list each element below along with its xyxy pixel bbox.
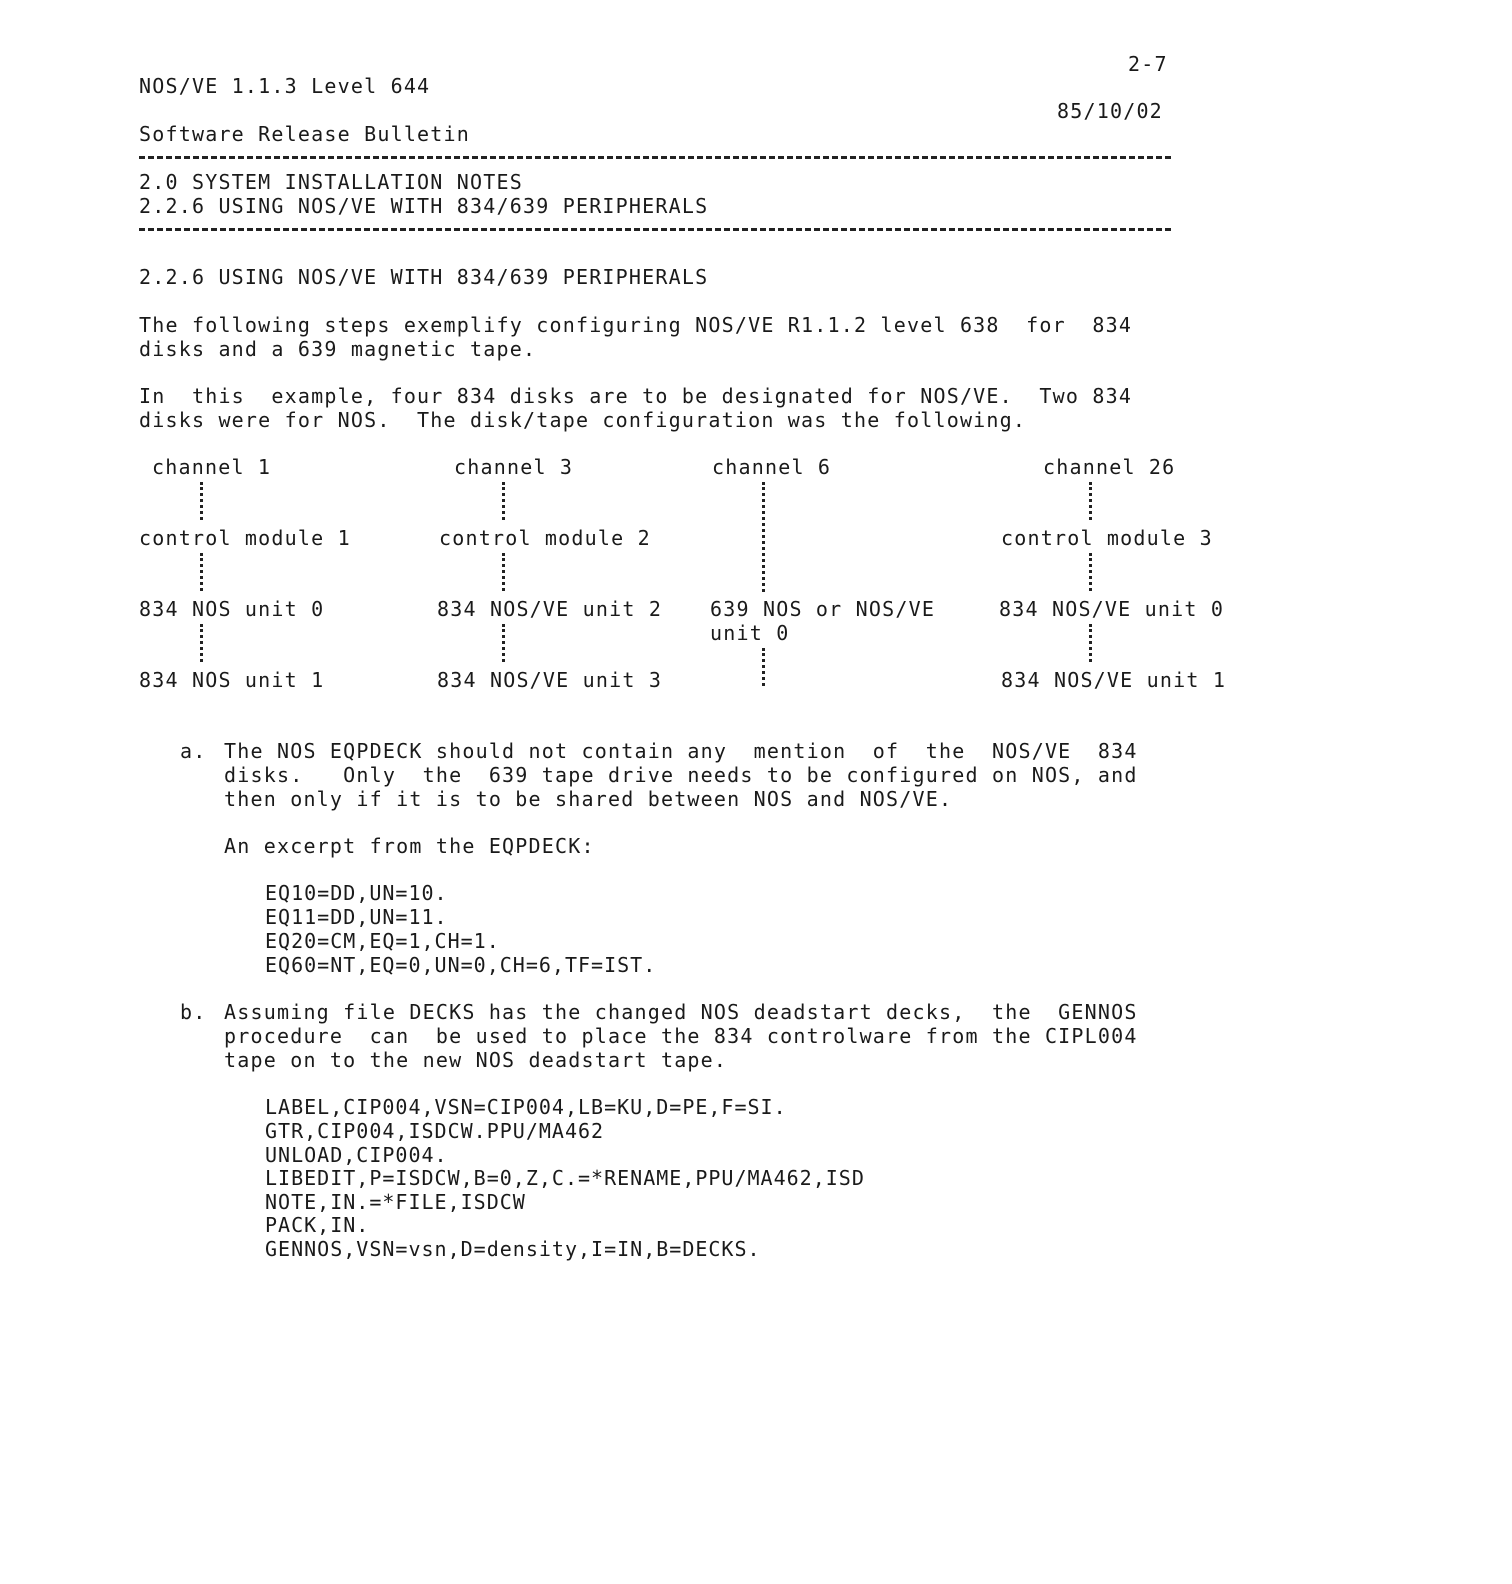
code-line: EQ20=CM,EQ=1,CH=1. — [265, 929, 500, 953]
disk-unit-label: 834 NOS/VE unit 3 — [437, 668, 663, 692]
excerpt-intro: An excerpt from the EQPDECK: — [224, 834, 595, 858]
control-module-3: control module 3 — [1001, 526, 1213, 550]
channel-6-label: channel 6 — [712, 455, 832, 479]
channel-3-label: channel 3 — [454, 455, 574, 479]
connector-line — [1089, 553, 1092, 591]
list-marker-b: b. — [180, 1000, 207, 1024]
code-line: LIBEDIT,P=ISDCW,B=0,Z,C.=*RENAME,PPU/MA462,ISD — [265, 1166, 865, 1190]
code-line: GENNOS,VSN=vsn,D=density,I=IN,B=DECKS. — [265, 1237, 761, 1261]
section-heading-1: 2.0 SYSTEM INSTALLATION NOTES — [139, 170, 523, 194]
example-paragraph-line: In this example, four 834 disks are to be designated for NOS/VE. Two 834 — [139, 384, 1133, 408]
intro-paragraph-line: disks and a 639 magnetic tape. — [139, 337, 537, 361]
release-date: 85/10/02 — [1057, 99, 1163, 123]
code-line: UNLOAD,CIP004. — [265, 1143, 448, 1167]
code-line: NOTE,IN.=*FILE,ISDCW — [265, 1190, 526, 1214]
page-number: 2-7 — [1128, 52, 1168, 76]
product-version: NOS/VE 1.1.3 Level 644 — [139, 74, 431, 98]
channel-26-label: channel 26 — [1043, 455, 1176, 479]
tape-unit-label: 639 NOS or NOS/VE — [710, 597, 936, 621]
connector-line — [502, 624, 505, 662]
example-paragraph-line: disks were for NOS. The disk/tape configuration was the following. — [139, 408, 1027, 432]
code-line: EQ60=NT,EQ=0,UN=0,CH=6,TF=IST. — [265, 953, 657, 977]
item-b-line: tape on to the new NOS deadstart tape. — [224, 1048, 728, 1072]
header-rule-top — [139, 156, 1171, 159]
connector-line — [200, 553, 203, 591]
disk-unit-label: 834 NOS/VE unit 2 — [437, 597, 663, 621]
item-a-line: The NOS EQPDECK should not contain any mention of the NOS/VE 834 — [224, 739, 1138, 763]
control-module-1: control module 1 — [139, 526, 351, 550]
item-b-line: Assuming file DECKS has the changed NOS deadstart decks, the GENNOS — [224, 1000, 1138, 1024]
code-line: LABEL,CIP004,VSN=CIP004,LB=KU,D=PE,F=SI. — [265, 1095, 787, 1119]
connector-line — [200, 482, 203, 520]
connector-line — [1089, 482, 1092, 520]
disk-unit-label: 834 NOS unit 1 — [139, 668, 325, 692]
connector-line — [502, 482, 505, 520]
document-title: Software Release Bulletin — [139, 122, 471, 146]
connector-line — [1089, 624, 1092, 662]
tape-unit-label: unit 0 — [710, 621, 790, 645]
item-b-line: procedure can be used to place the 834 controlware from the CIPL004 — [224, 1024, 1138, 1048]
list-marker-a: a. — [180, 739, 207, 763]
connector-line — [200, 624, 203, 662]
code-line: EQ10=DD,UN=10. — [265, 881, 448, 905]
control-module-2: control module 2 — [439, 526, 651, 550]
item-a-line: then only if it is to be shared between NOS and NOS/VE. — [224, 787, 953, 811]
code-line: PACK,IN. — [265, 1213, 370, 1237]
connector-line — [502, 553, 505, 591]
code-line: EQ11=DD,UN=11. — [265, 905, 448, 929]
disk-unit-label: 834 NOS unit 0 — [139, 597, 325, 621]
channel-1-label: channel 1 — [152, 455, 272, 479]
item-a-line: disks. Only the 639 tape drive needs to be configured on NOS, and — [224, 763, 1138, 787]
disk-unit-label: 834 NOS/VE unit 1 — [1001, 668, 1227, 692]
header-rule-bottom — [139, 228, 1171, 231]
subsection-title: 2.2.6 USING NOS/VE WITH 834/639 PERIPHERALS — [139, 265, 709, 289]
connector-line — [762, 482, 765, 592]
connector-line — [762, 648, 765, 686]
code-line: GTR,CIP004,ISDCW.PPU/MA462 — [265, 1119, 605, 1143]
section-heading-2: 2.2.6 USING NOS/VE WITH 834/639 PERIPHERALS — [139, 194, 709, 218]
disk-unit-label: 834 NOS/VE unit 0 — [999, 597, 1225, 621]
intro-paragraph-line: The following steps exemplify configuring NOS/VE R1.1.2 level 638 for 834 — [139, 313, 1133, 337]
